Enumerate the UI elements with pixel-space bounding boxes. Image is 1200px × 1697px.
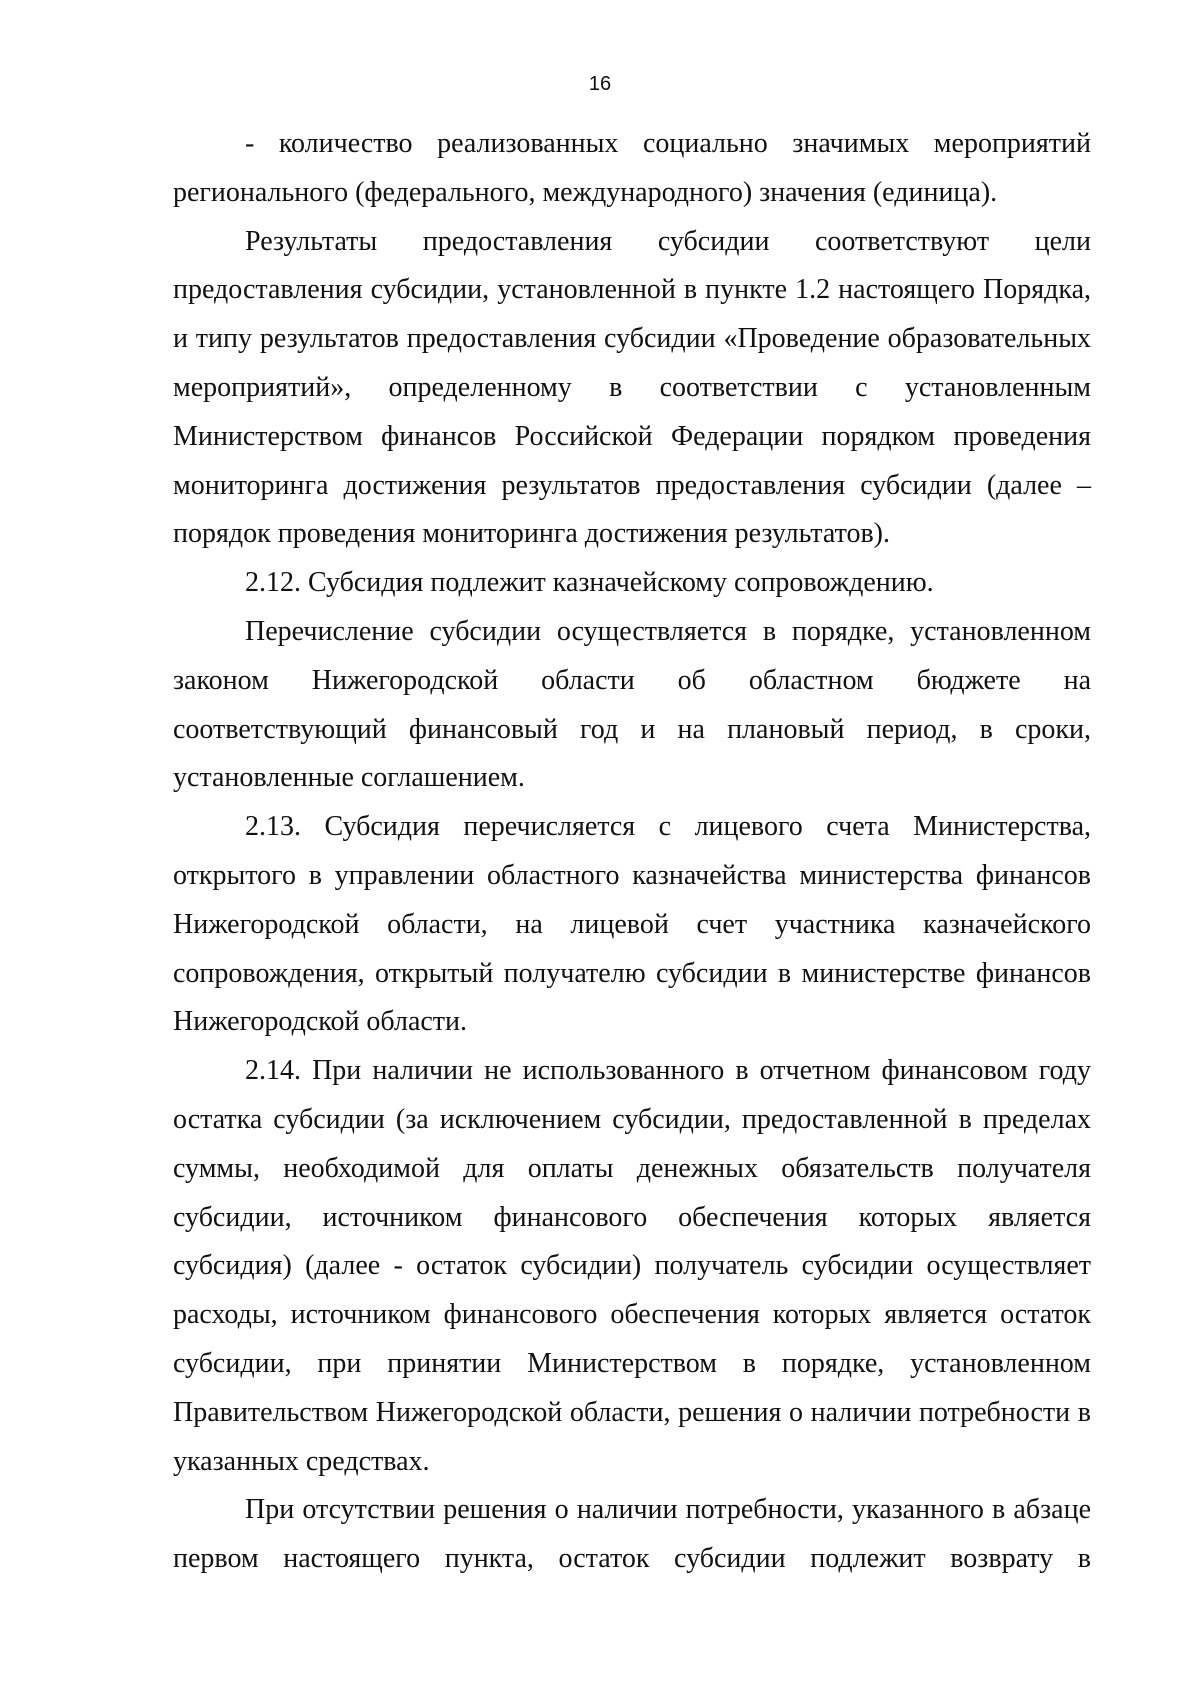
- document-body: [173, 120, 1091, 1584]
- paragraph-2-12: 2.12. Субсидия подлежит казначейскому сопровождению.: [245, 567, 934, 599]
- paragraph-no-decision: При отсутствии решения о наличии потребности, указанного в абзаце первом настоящего пункта, остаток субсидии подлежит возврату в: [173, 1494, 1091, 1575]
- paragraph-2-14: 2.14. При наличии не использованного в отчетном финансовом году остатка субсидии (за исключением субсидии, предоставленной в пределах суммы, необходимой для оплаты денежных обязательств получателя субсидии, источником финансового обеспечения которых является субсидия) (далее - остаток субсидии) получатель субсидии осуществляет расходы, источником финансового обеспечения которых является остаток субсидии, при принятии Министерством в порядке, установленном Правительством Нижегородской области, решения о наличии потребности в указанных средствах.: [173, 1055, 1091, 1477]
- paragraph-subsidy-results: Результаты предоставления субсидии соответствуют цели предоставления субсидии, установленной в пункте 1.2 настоящего Порядка, и типу результатов предоставления субсидии «Проведение образовательных мероприятий», определенному в соответствии с установленным Министерством финансов Российской Федерации порядком проведения мониторинга достижения результатов предоставления субсидии (далее – порядок проведения мониторинга достижения результатов).: [173, 225, 1091, 550]
- paragraph-indicator-events: - количество реализованных социально значимых мероприятий регионального (федерального, международного) значения (единица).: [173, 128, 1091, 208]
- page-number: 16: [588, 73, 612, 95]
- paragraph-subsidy-transfer: Перечисление субсидии осуществляется в порядке, установленном законом Нижегородской области об областном бюджете на соответствующий финансовый год и на плановый период, в сроки, установленные соглашением.: [173, 615, 1091, 794]
- paragraph-2-13: 2.13. Субсидия перечисляется с лицевого счета Министерства, открытого в управлении областного казначейства министерства финансов Нижегородской области, на лицевой счет участника казначейского сопровождения, открытый получателю субсидии в министерстве финансов Нижегородской области.: [173, 811, 1091, 1038]
